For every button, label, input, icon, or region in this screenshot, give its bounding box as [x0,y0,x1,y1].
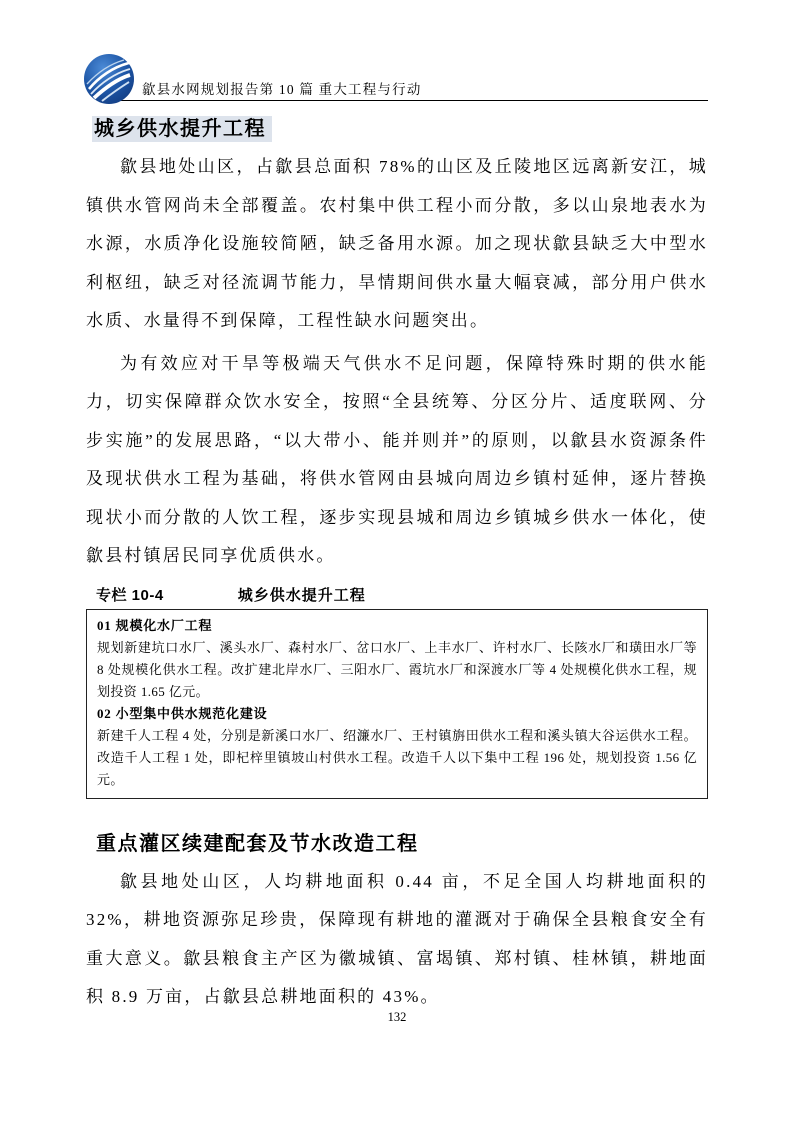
callout-item-2-heading: 02 小型集中供水规范化建设 [97,705,268,721]
section-title-urban-rural-water-supply [86,114,708,144]
section-title-highlight: 城乡供水提升工程 [92,116,272,142]
callout-item-2-body: 新建千人工程 4 处，分别是新溪口水厂、绍濂水厂、王村镇旃田供水工程和溪头镇大谷运供水工程。改造千人工程 1 处，即杞梓里镇坡山村供水工程。改造千人以下集中工程 196 处，规划投资 1.56 亿元。 [97,727,697,787]
water-network-logo-icon [83,52,135,106]
callout-label: 专栏 10-4 [96,586,164,604]
callout-item-1-body: 规划新建坑口水厂、溪头水厂、森村水厂、岔口水厂、上丰水厂、许村水厂、长陔水厂和璜田水厂等 8 处规模化供水工程。改扩建北岸水厂、三阳水厂、霞坑水厂和深渡水厂等 4 处规模化供水工程，规划投资 1.65 亿元。 [97,639,697,699]
callout-box [86,609,708,799]
callout-item-1-heading: 01 规模化水厂工程 [97,617,213,633]
page-footer [0,1010,794,1025]
paragraph-current-situation: 歙县地处山区，占歙县总面积 78%的山区及丘陵地区远离新安江，城镇供水管网尚未全部覆盖。农村集中供工程小而分散，多以山泉地表水为水源，水质净化设施较简陋，缺乏备用水源。加之现状歙县缺乏大中型水利枢纽，缺乏对径流调节能力，旱情期间供水量大幅衰减，部分用户供水水质、水量得不到保障，工程性缺水问题突出。 [86,157,708,330]
header-divider [118,100,708,101]
report-header-title: 歙县水网规划报告第 10 篇 重大工程与行动 [142,82,422,97]
paragraph-development-approach: 为有效应对干旱等极端天气供水不足问题，保障特殊时期的供水能力，切实保障群众饮水安全，按照“全县统筹、分区分片、适度联网、分步实施”的发展思路，“以大带小、能并则并”的原则，以歙县水资源条件及现状供水工程为基础，将供水管网由县城向周边乡镇村延伸，逐片替换现状小而分散的人饮工程，逐步实现县城和周边乡镇城乡供水一体化，使歙县村镇居民同享优质供水。 [86,353,708,565]
paragraph-farmland-irrigation: 歙县地处山区，人均耕地面积 0.44 亩，不足全国人均耕地面积的 32%，耕地资源弥足珍贵，保障现有耕地的灌溉对于确保全县粮食安全有重大意义。歙县粮食主产区为徽城镇、富堨镇、郑村镇、桂林镇，耕地面积 8.9 万亩，占歙县总耕地面积的 43%。 [86,871,708,1006]
page-number: 132 [387,1010,407,1024]
section-title-irrigation-district: 重点灌区续建配套及节水改造工程 [96,832,419,855]
callout-caption [86,584,708,605]
page-header [86,54,708,110]
callout-title: 城乡供水提升工程 [237,586,366,604]
